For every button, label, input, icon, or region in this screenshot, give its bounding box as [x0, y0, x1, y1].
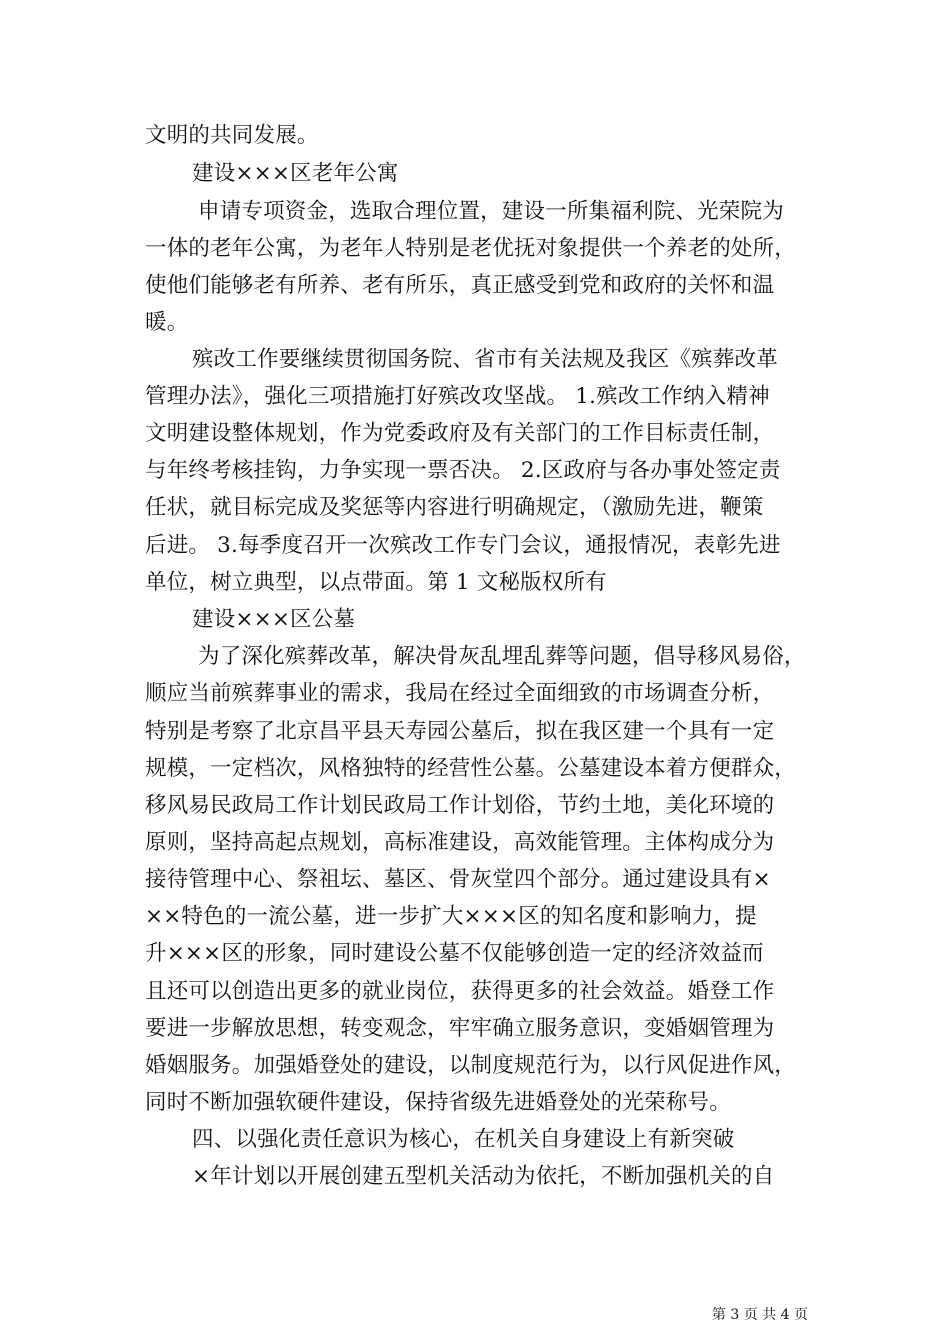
text-line: 任状，就目标完成及奖惩等内容进行明确规定，（激励先进，鞭策	[145, 495, 764, 520]
text-line: 原则，坚持高起点规划，高标准建设，高效能管理。主体构成分为	[145, 830, 775, 855]
text-line: 接待管理中心、祭祖坛、墓区、骨灰堂四个部分。通过建设具有×	[145, 867, 771, 892]
text-line: 单位，树立典型，以点带面。第 1 文秘版权所有	[145, 570, 607, 595]
text-line: 一体的老年公寓，为老年人特别是老优抚对象提供一个养老的处所，	[145, 236, 797, 261]
text-line: 使他们能够老有所养、老有所乐，真正感受到党和政府的关怀和温	[145, 273, 775, 298]
text-line: 且还可以创造出更多的就业岗位，获得更多的社会效益。婚登工作	[145, 979, 775, 1004]
text-line: ×年计划以开展创建五型机关活动为依托，不断加强机关的自	[192, 1164, 775, 1189]
text-line: 升×××区的形象，同时建设公墓不仅能够创造一定的经济效益而	[145, 941, 764, 966]
section-heading: 建设×××区公墓	[192, 607, 356, 632]
text-line: 文明的共同发展。	[145, 123, 319, 148]
text-line: 顺应当前殡葬事业的需求，我局在经过全面细致的市场调查分析，	[145, 681, 775, 706]
text-line: ××特色的一流公墓，进一步扩大×××区的知名度和影响力，提	[145, 904, 757, 929]
text-line: 要进一步解放思想，转变观念，牢牢确立服务意识，变婚姻管理为	[145, 1016, 775, 1041]
text-line: 同时不断加强软硬件建设，保持省级先进婚登处的光荣称号。	[145, 1090, 731, 1115]
text-line: 与年终考核挂钩，力争实现一票否决。 2.区政府与各办事处签定责	[145, 458, 781, 483]
text-line: 婚姻服务。加强婚登处的建设，以制度规范行为，以行风促进作风，	[145, 1053, 797, 1078]
text-line: 管理办法》，强化三项措施打好殡改攻坚战。 1.殡改工作纳入精神	[145, 384, 770, 409]
text-line: 移风易民政局工作计划民政局工作计划俗，节约土地，美化环境的	[145, 793, 775, 818]
text-line: 特别是考察了北京昌平县天寿园公墓后，拟在我区建一个具有一定	[145, 719, 775, 744]
text-line: 暖。	[145, 310, 189, 335]
text-line: 申请专项资金，选取合理位置，建设一所集福利院、光荣院为	[198, 199, 784, 224]
section-heading: 四、以强化责任意识为核心，在机关自身建设上有新突破	[192, 1127, 735, 1152]
section-heading: 建设×××区老年公寓	[192, 161, 399, 186]
text-line: 为了深化殡葬改革，解决骨灰乱埋乱葬等问题，倡导移风易俗，	[198, 644, 806, 669]
text-line: 文明建设整体规划，作为党委政府及有关部门的工作目标责任制，	[145, 421, 775, 446]
text-line: 规模，一定档次，风格独特的经营性公墓。公墓建设本着方便群众，	[145, 756, 797, 781]
text-line: 后进。 3.每季度召开一次殡改工作专门会议，通报情况，表彰先进	[145, 533, 781, 558]
page-number: 第 3 页 共 4 页	[711, 1307, 808, 1323]
text-line: 殡改工作要继续贯彻国务院、省市有关法规及我区《殡葬改革	[192, 347, 778, 372]
